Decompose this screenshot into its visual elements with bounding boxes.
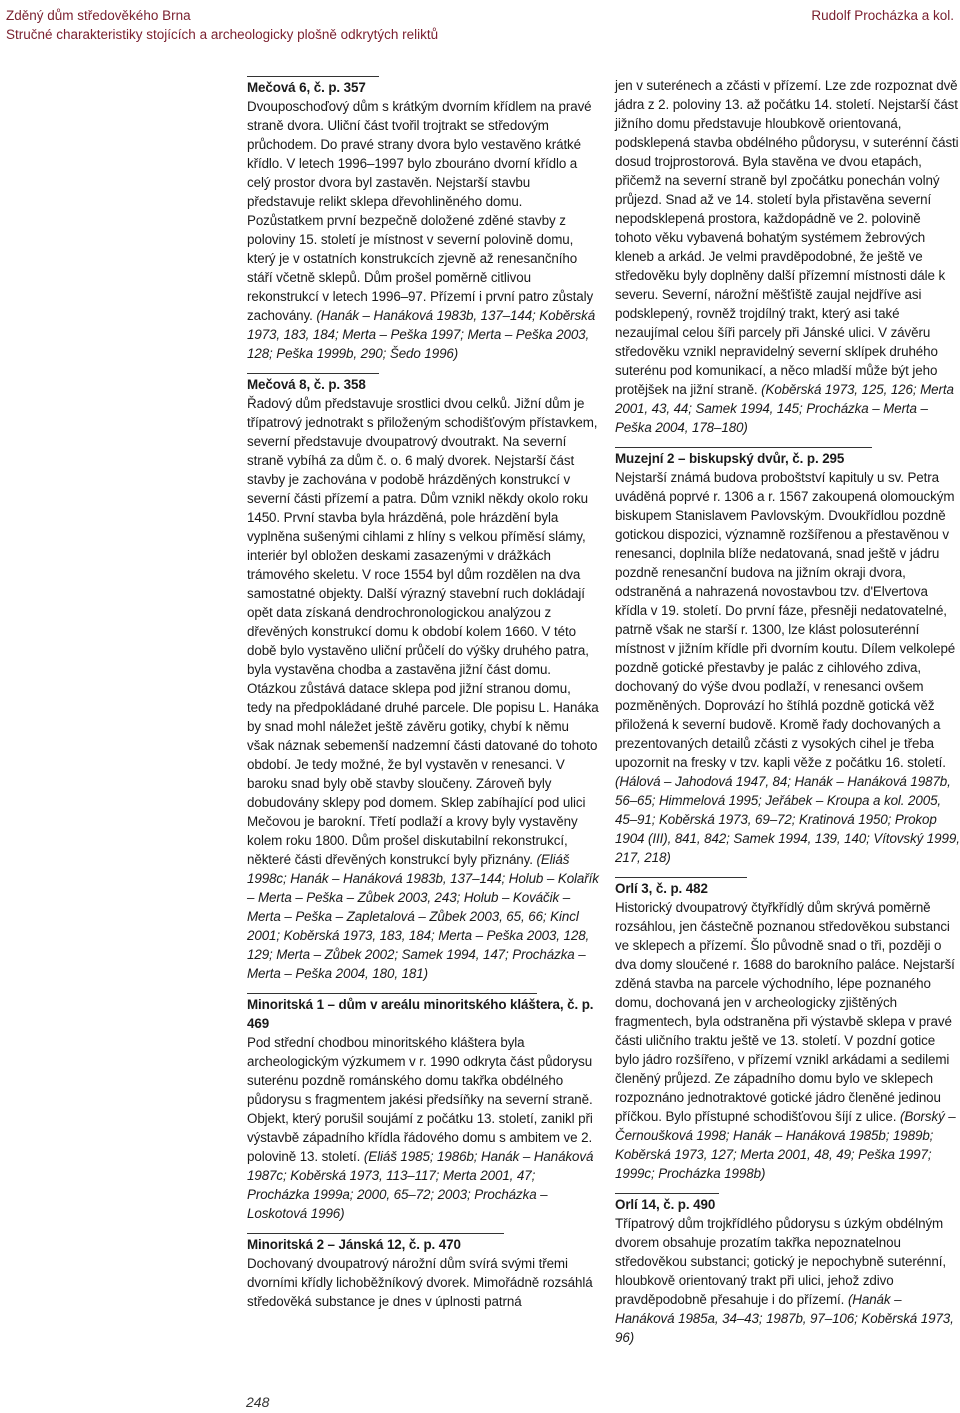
entry-divider (247, 373, 379, 374)
entry-body: jen v suterénech a zčásti v přízemí. Lze zde rozpoznat dvě jádra z 2. poloviny 13. až počátku 14. století. Nejstarší část jižního domu představuje hloubkově orientovaná, podsklepená stavba obdélného půdorysu, v suterénní části dosud trojprostorová. Byla stavěna ve dvou etapách, přičemž na severní straně byl zpočátku ponechán volný průjezd. Snad až ve 14. století byla přistavěna severní nepodsklepená prostora, každopádně ve 2. polovině tohoto věku vybavená bohatým systémem žebrových kleneb a arkád. Je velmi pravděpodobné, že ještě ve středověku byly doplněny další přízemní místnosti dále k severu. Severní, nárožní měšťiště zaujal nejdříve asi podsklepený, rovněž trojdílný trakt, který asi také nezaujímal celou šíři parcely při Jánské ulici. V závěru středověku vznikl nepravidelný severní sklípek druhého suterénu pod komunikací, a něco mladší může být jeho protějšek na jižní straně. (615, 78, 959, 397)
entry-body: Historický dvoupatrový čtyřkřídlý dům skrývá poměrně rozsáhlou, jen částečně poznanou středověkou substanci ve sklepech a přízemí. Šlo původně snad o tři, později o dva domy sloučené r. 1688 do barokního paláce. Nejstarší zděná stavba na parcele východního, lépe poznaného domu, dochovaná jen v archeologicky zjištěných fragmentech, byla odstraněna při výstavbě sklepa v pravé části uličního traktu ještě ve 13. století. V pozdní gotice bylo jádro rozšířeno, v přízemí vznikl arkádami a sedilemi členěný průjezd. Ze západního domu bylo ve sklepech rozpoznáno jednotraktové gotické jádro členěné jedinou příčkou. Bylo přístupné schodišťovou šíjí z ulice. (615, 900, 955, 1124)
entry-muzejni-2 (615, 447, 960, 867)
entry-citation: (Hanák – Hanáková 1983b, 137–144; Koběrská 1973, 183, 184; Merta – Peška 1997; Merta – Peška 2003, 128; Peška 1999b, 290; Šedo 1996) (247, 308, 596, 361)
entry-orli-3 (615, 877, 960, 1183)
entry-text (615, 76, 960, 437)
entry-body: Dvouposchoďový dům s krátkým dvorním křídlem na pravé straně dvora. Uliční část tvořil trojtrakt se středovým průchodem. Do pravé strany dvora bylo vestavěno krátké křídlo. V letech 1996–1997 bylo zbouráno dvorní křídlo a celý prostor dvora byl zastavěn. Nejstarší stavbu představuje relikt sklepa dřevohliněného domu. Pozůstatkem první bezpečně doložené zděné stavby z poloviny 15. století je místnost v severní polovině domu, který je v ostatních konstrukcích zjevně až renesančního stáří včetně sklepů. Dům prošel poměrně citlivou rekonstrukcí v letech 1996–97. Přízemí i první patro zůstaly zachovány. (247, 99, 594, 323)
entry-minoritska-2-continued (615, 76, 960, 437)
entry-text (247, 1033, 599, 1223)
entry-divider (247, 993, 537, 994)
entry-divider (615, 447, 872, 448)
entry-text (615, 1214, 960, 1347)
entry-title: Mečová 6, č. p. 357 (247, 80, 366, 95)
right-column (615, 76, 960, 1347)
entry-citation: (Hanák – Hanáková 1985a, 34–43; 1987b, 97–106; Koběrská 1973, 96) (615, 1292, 954, 1345)
entry-divider (247, 76, 379, 77)
entry-citation: (Hálová – Jahodová 1947, 84; Hanák – Hanáková 1987b, 56–65; Himmelová 1995; Jeřábek – Kroupa a kol. 2005, 45–91; Koběrská 1973, 69–72; Kratinová 1950; Prokop 1904 (III), 841, 842; Samek 1994, 139, 140; Vítovský 1999, 217, 218) (615, 774, 960, 865)
entry-citation: (Eliáš 1985; 1986b; Hanák – Hanáková 1987c; Koběrská 1973, 113–117; Merta 2001, 47; Procházka 1999a; 2000, 65–72; 2003; Procházka – Loskotová 1996) (247, 1149, 594, 1221)
entry-body: Pod střední chodbou minoritského kláštera byla archeologickým výzkumem v r. 1990 odkryta část půdorysu suterénu pozdně románského domu takřka obdélného půdorysu s fragmentem jakési předsíňky na severní straně. Objekt, který porušil soujámí z počátku 13. století, zanikl při výstavbě západního křídla řádového domu s ambitem ve 2. polovině 13. století. (247, 1035, 593, 1164)
left-column (247, 76, 599, 1311)
running-header-left (6, 6, 438, 44)
entry-body: Řadový dům představuje srostlici dvou celků. Jižní dům je třípatrový jednotrakt s přiloženým schodišťovým přístavkem, severní představuje dvoupatrový dvoutrakt. Na severní straně vybíhá za dům č. o. 6 malý dvorek. Nejstarší část stavby je zachována v podobě hrázděných konstrukcí v severní části přízemí a patra. Dům vznikl někdy okolo roku 1450. První stavba byla hrázděná, pole hrázdění byla vyplněna sušenými cihlami z hlíny s velkou příměsí slámy, interiér byl obložen deskami zasazenými v drážkách trámového skeletu. V roce 1554 byl dům rozdělen na dva samostatné objekty. Další výrazný stavební ruch dokládají opět data získaná dendrochronologickou analýzou z dřevěných konstrukcí domu k období kolem 1660. V této době bylo vystavěno uliční průčelí do výšky druhého patra, byla vystavěna chodba a zastavěna jižní část domu. Otázkou zůstává datace sklepa pod jižní stranou domu, tedy na předpokládané druhé parcele. Dle popisu L. Hanáka by snad mohl náležet ještě závěru gotiky, chybí k němu však náznak sebemenší nadzemní části datované do tohoto období. Je tedy možné, že byl vystavěn v renesanci. V baroku snad byly obě stavby sloučeny. Zároveň byly dobudovány sklepy pod domem. Sklep zabíhající pod ulici Mečovou je barokní. Třetí podlaží a krovy byly vystavěny kolem roku 1800. Dům prošel diskutabilní rekonstrukcí, některé části dřevěných konstrukcí byly přiznány. (247, 396, 599, 867)
entry-text (615, 898, 960, 1183)
running-header-author: Rudolf Procházka a kol. (811, 8, 954, 23)
entry-title: Muzejní 2 – biskupský dvůr, č. p. 295 (615, 451, 845, 466)
page-number: 248 (246, 1394, 270, 1410)
entry-divider (247, 1233, 504, 1234)
entry-title: Minoritská 1 – dům v areálu minoritského kláštera, č. p. 469 (247, 997, 594, 1031)
entry-minoritska-2 (247, 1233, 599, 1311)
entry-title: Minoritská 2 – Jánská 12, č. p. 470 (247, 1237, 461, 1252)
book-title: Zděný dům středověkého Brna (6, 8, 191, 23)
entry-mecova-8 (247, 373, 599, 983)
entry-divider (615, 1193, 719, 1194)
entry-text (247, 394, 599, 983)
entry-body: Nejstarší známá budova proboštství kapituly u sv. Petra uváděná poprvé r. 1306 a r. 1567 zakoupená olomouckým biskupem Stanislavem Pavlovským. Dvoukřídlou pozdně gotickou dispozici, významně rozšířenou a přestavěnou v renesanci, doplnila blíže nedatovaná, snad ještě v jádru pozdně renesanční budova na jižním okraji dvora, odstraněná a nahrazená novostavbou tzv. d'Elvertova křídla v 19. století. Do první fáze, přesněji nedatovatelné, patrně však ne starší r. 1300, lze klást polosuterénní místnost v jižním křídle při dvorním koutu. Dílem velkolepé pozdně gotické přestavby je palác z cihlového zdiva, dochovaný do výše dvou podlaží, v renesanci ovšem pozměněných. Doprovází ho štíhlá pozdně gotická věž přiložená k severní budově. Kromě řady dochovaných a prezentovaných detailů zčásti z vysokých cihel je třeba upozornit na fresky v tzv. kapli věže z počátku 16. století. (615, 470, 956, 770)
entry-citation: (Borský – Černoušková 1998; Hanák – Hanáková 1985b; 1989b; Koběrská 1973, 127; Merta 2001, 48, 49; Peška 1997; 1999c; Procházka 1998b) (615, 1109, 956, 1181)
entry-title: Orlí 14, č. p. 490 (615, 1197, 716, 1212)
entry-mecova-6 (247, 76, 599, 363)
entry-orli-14 (615, 1193, 960, 1347)
entry-text (247, 97, 599, 363)
book-subtitle: Stručné charakteristiky stojících a archeologicky plošně odkrytých reliktů (6, 27, 439, 42)
entry-minoritska-1 (247, 993, 599, 1223)
entry-title: Mečová 8, č. p. 358 (247, 377, 366, 392)
entry-body: Dochovaný dvoupatrový nárožní dům svírá svými třemi dvorními křídly lichoběžníkový dvorek. Mimořádně rozsáhlá středověká substance je dnes v úplnosti patrná (247, 1256, 593, 1309)
entry-divider (615, 877, 747, 878)
entry-title: Orlí 3, č. p. 482 (615, 881, 708, 896)
entry-body: Třípatrový dům trojkřídlého půdorysu s úzkým obdélným dvorem obsahuje prozatím takřka nepoznatelnou středověkou substanci; gotický je nepochybně suterénní, hloubkově orientovaný trakt při ulici, jehož zdivo pravděpodobně přesahuje i do přízemí. (615, 1216, 946, 1307)
entry-citation: (Koběrská 1973, 125, 126; Merta 2001, 43, 44; Samek 1994, 145; Procházka – Merta – Peška 2004, 178–180) (615, 382, 954, 435)
entry-citation: (Eliáš 1998c; Hanák – Hanáková 1983b, 137–144; Holub – Kolařík – Merta – Peška – Zůbek 2003, 243; Holub – Kováčik – Merta – Peška – Zapletalová – Zůbek 2003, 65, 66; Kincl 2001; Koběrská 1973, 183, 184; Merta – Peška 2003, 128, 129; Merta – Zůbek 2002; Samek 1994, 147; Procházka – Merta – Peška 2004, 180, 181) (247, 852, 599, 981)
entry-text (615, 468, 960, 867)
